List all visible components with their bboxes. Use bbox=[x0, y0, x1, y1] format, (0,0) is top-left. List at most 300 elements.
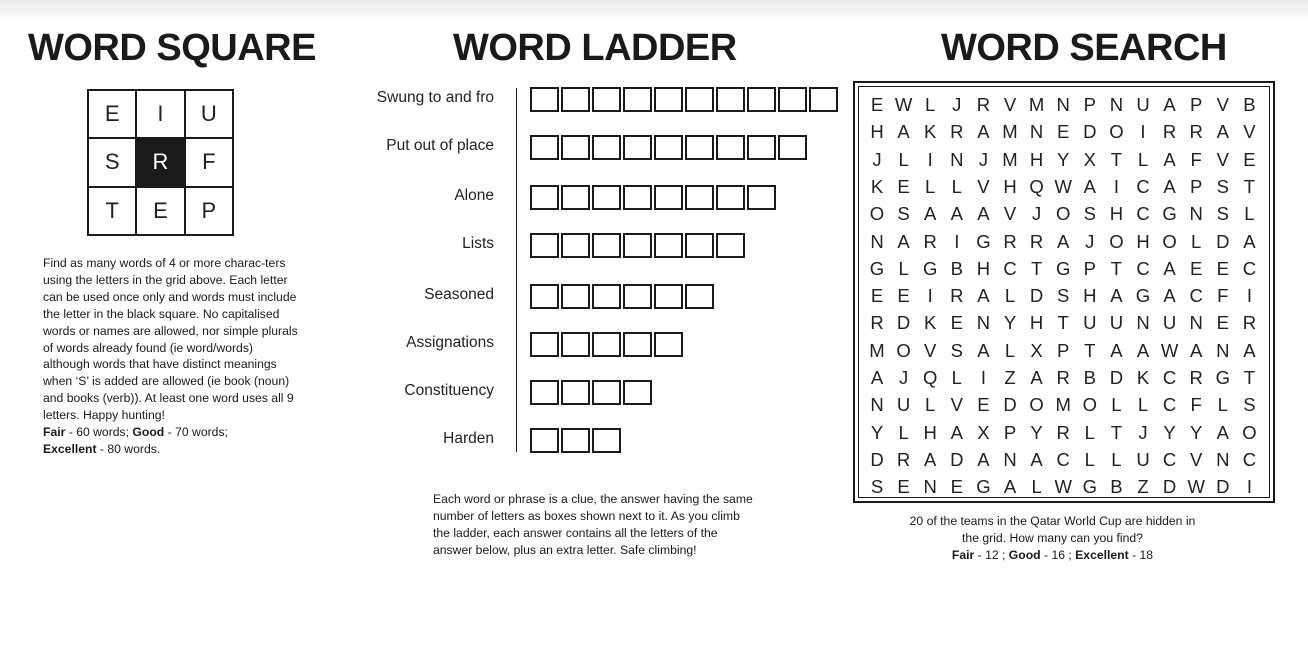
search-letter: V bbox=[1190, 448, 1203, 470]
search-letter: I bbox=[1246, 476, 1252, 498]
search-letter: H bbox=[1083, 285, 1097, 307]
search-letter: R bbox=[923, 230, 937, 252]
search-letter: S bbox=[1216, 203, 1229, 225]
search-letter: S bbox=[1216, 175, 1229, 197]
ladder-clue: Put out of place bbox=[386, 137, 494, 154]
ladder-clue: Swung to and fro bbox=[376, 89, 494, 106]
square-cell: T bbox=[88, 187, 136, 235]
search-letter: V bbox=[1003, 94, 1017, 115]
search-letter: A bbox=[1216, 121, 1229, 143]
search-letter: A bbox=[1163, 257, 1176, 279]
search-letter: N bbox=[1029, 121, 1044, 143]
ladder-letter-box[interactable] bbox=[654, 135, 683, 160]
ladder-letter-box[interactable] bbox=[654, 332, 683, 357]
search-letter: X bbox=[1083, 148, 1096, 170]
search-row bbox=[859, 91, 1269, 118]
ladder-letter-box[interactable] bbox=[716, 87, 745, 112]
square-center-cell: R bbox=[136, 138, 184, 186]
search-letter: H bbox=[1109, 203, 1124, 225]
search-letter: E bbox=[897, 175, 910, 197]
search-row bbox=[859, 173, 1269, 200]
search-letter: K bbox=[924, 121, 937, 143]
search-letter: G bbox=[976, 230, 991, 252]
search-letter: C bbox=[1136, 257, 1150, 279]
search-letter: C bbox=[1242, 257, 1257, 279]
search-letter: G bbox=[1215, 367, 1230, 388]
search-letter: A bbox=[1083, 175, 1096, 197]
ladder-letter-box[interactable] bbox=[623, 233, 652, 258]
search-letter: I bbox=[927, 148, 933, 170]
search-letter: U bbox=[1136, 94, 1150, 115]
search-letter: M bbox=[1002, 148, 1018, 170]
ladder-letter-box[interactable] bbox=[561, 332, 590, 357]
search-letter: P bbox=[1003, 421, 1017, 443]
search-letter: D bbox=[1216, 476, 1230, 498]
ladder-letter-box[interactable] bbox=[778, 135, 807, 160]
search-letter: C bbox=[1003, 257, 1017, 279]
ladder-letter-box[interactable] bbox=[809, 87, 838, 112]
search-letter: L bbox=[898, 257, 909, 279]
search-letter: J bbox=[1138, 421, 1148, 443]
search-letter: R bbox=[1162, 121, 1177, 143]
ladder-letter-box[interactable] bbox=[530, 135, 559, 160]
fair-label: Fair bbox=[43, 425, 66, 440]
search-letter: W bbox=[1160, 339, 1179, 361]
search-letter: B bbox=[1110, 476, 1123, 498]
search-letter: P bbox=[1190, 175, 1203, 197]
search-letter: A bbox=[1163, 285, 1176, 307]
search-row bbox=[859, 473, 1269, 500]
ladder-divider bbox=[516, 88, 517, 452]
search-letter: D bbox=[950, 448, 964, 470]
ladder-letter-box[interactable] bbox=[561, 284, 590, 309]
search-row bbox=[859, 255, 1269, 282]
search-letter: O bbox=[1242, 421, 1257, 443]
search-letter: A bbox=[1163, 94, 1176, 115]
search-letter: U bbox=[1162, 312, 1177, 334]
search-letter: A bbox=[870, 367, 884, 388]
search-letter: R bbox=[896, 448, 911, 470]
search-letter: Z bbox=[1137, 476, 1149, 498]
search-letter: L bbox=[1191, 230, 1202, 252]
ladder-letter-box[interactable] bbox=[592, 380, 621, 405]
search-letter: U bbox=[1083, 312, 1097, 334]
search-letter: V bbox=[977, 175, 990, 197]
ladder-clue: Alone bbox=[454, 187, 494, 204]
search-letter: T bbox=[1110, 257, 1123, 279]
search-letter: O bbox=[1109, 121, 1124, 143]
ladder-letter-box[interactable] bbox=[654, 87, 683, 112]
top-shadow bbox=[0, 0, 1308, 22]
ladder-letter-box[interactable] bbox=[561, 185, 590, 210]
fair-value: - 12 ; bbox=[974, 548, 1009, 562]
search-letter: R bbox=[1003, 230, 1017, 252]
search-letter: N bbox=[1003, 448, 1017, 470]
search-letter: T bbox=[1057, 312, 1069, 334]
ladder-answer-boxes bbox=[530, 185, 776, 210]
search-letter: D bbox=[1109, 367, 1124, 388]
search-letter: D bbox=[1003, 394, 1017, 416]
search-letter: X bbox=[977, 421, 990, 443]
ladder-letter-box[interactable] bbox=[685, 135, 714, 160]
search-letter: F bbox=[1190, 394, 1202, 416]
search-letter: Y bbox=[1030, 421, 1043, 443]
search-letter: G bbox=[1162, 203, 1177, 225]
search-letter: C bbox=[1162, 394, 1177, 416]
search-letter: S bbox=[1057, 285, 1070, 307]
search-letter: H bbox=[1029, 148, 1044, 170]
ladder-answer-boxes bbox=[530, 135, 807, 160]
search-letter: D bbox=[1083, 121, 1097, 143]
search-letter: A bbox=[1003, 476, 1017, 498]
search-letter: U bbox=[1109, 312, 1124, 334]
search-letter: N bbox=[1109, 94, 1124, 115]
search-letter: S bbox=[897, 203, 910, 225]
search-letter: N bbox=[1216, 339, 1230, 361]
word-square-instructions-block bbox=[43, 255, 298, 458]
excellent-label: Excellent bbox=[1075, 548, 1129, 562]
ladder-letter-box[interactable] bbox=[685, 185, 714, 210]
square-cell: U bbox=[185, 90, 233, 138]
search-letter: E bbox=[1057, 121, 1070, 143]
ladder-letter-box[interactable] bbox=[592, 87, 621, 112]
search-letter: O bbox=[1082, 394, 1097, 416]
search-letter: L bbox=[1031, 476, 1042, 498]
ladder-letter-box[interactable] bbox=[592, 135, 621, 160]
search-letter: R bbox=[950, 121, 964, 143]
word-search-title: WORD SEARCH bbox=[941, 27, 1227, 69]
search-letter: C bbox=[1189, 285, 1203, 307]
ladder-letter-box[interactable] bbox=[530, 233, 559, 258]
excellent-value: - 80 words. bbox=[96, 441, 161, 456]
excellent-label: Excellent bbox=[43, 441, 97, 456]
search-letter: A bbox=[977, 448, 990, 470]
search-letter: A bbox=[977, 285, 990, 307]
search-letter: A bbox=[1243, 339, 1256, 361]
search-letter: S bbox=[950, 339, 963, 361]
ladder-letter-box[interactable] bbox=[530, 185, 559, 210]
good-value: - 70 words; bbox=[164, 425, 228, 440]
search-letter: A bbox=[924, 448, 937, 470]
ladder-letter-box[interactable] bbox=[778, 87, 807, 112]
search-letter: G bbox=[1055, 257, 1071, 279]
search-letter: N bbox=[923, 476, 937, 498]
search-letter: A bbox=[1110, 339, 1123, 361]
search-letter: A bbox=[1136, 339, 1150, 361]
search-letter: W bbox=[1054, 175, 1072, 197]
search-letter: Y bbox=[870, 421, 884, 443]
search-letter: V bbox=[950, 394, 963, 416]
ladder-letter-box[interactable] bbox=[685, 87, 714, 112]
search-letter: L bbox=[1004, 339, 1016, 361]
search-letter: T bbox=[1243, 175, 1256, 197]
search-row bbox=[859, 228, 1269, 255]
search-letter: D bbox=[1216, 230, 1230, 252]
square-cell: I bbox=[136, 90, 184, 138]
ladder-letter-box[interactable] bbox=[561, 428, 590, 453]
search-letter: T bbox=[1110, 421, 1123, 443]
word-ladder-instructions: Each word or phrase is a clue, the answer having the same number of letters as boxes shown next to it. As you climb the ladder, each answer contains all the letters of the answer below, plus an extra letter. Safe climbing! bbox=[433, 492, 753, 557]
ladder-letter-box[interactable] bbox=[530, 87, 559, 112]
search-row bbox=[859, 146, 1269, 173]
search-letter: A bbox=[1163, 148, 1176, 170]
ladder-answer-boxes bbox=[530, 87, 838, 112]
search-letter: J bbox=[1085, 230, 1095, 252]
ladder-answer-boxes bbox=[530, 332, 683, 357]
search-letter: R bbox=[950, 285, 964, 307]
ladder-letter-box[interactable] bbox=[561, 135, 590, 160]
ladder-letter-box[interactable] bbox=[747, 135, 776, 160]
word-square-score bbox=[43, 424, 298, 458]
search-letter: E bbox=[950, 312, 963, 334]
search-row bbox=[859, 419, 1269, 446]
search-letter: Y bbox=[1057, 148, 1070, 170]
ladder-clue: Assignations bbox=[406, 334, 494, 351]
search-letter: V bbox=[1216, 94, 1229, 115]
ladder-letter-box[interactable] bbox=[654, 233, 683, 258]
square-cell: S bbox=[88, 138, 136, 186]
search-letter: A bbox=[897, 230, 910, 252]
ladder-letter-box[interactable] bbox=[685, 284, 714, 309]
search-letter: T bbox=[1110, 148, 1123, 170]
search-letter: Y bbox=[1163, 421, 1176, 443]
search-letter: L bbox=[951, 367, 962, 388]
search-letter: A bbox=[1243, 230, 1256, 252]
word-search-grid bbox=[858, 86, 1270, 498]
search-letter: R bbox=[1029, 230, 1044, 252]
search-letter: A bbox=[950, 203, 963, 225]
ladder-letter-box[interactable] bbox=[716, 185, 745, 210]
ladder-letter-box[interactable] bbox=[530, 380, 559, 405]
fair-label: Fair bbox=[951, 548, 975, 562]
fair-value: - 60 words; bbox=[65, 425, 133, 440]
ladder-answer-boxes bbox=[530, 428, 621, 453]
search-letter: F bbox=[1190, 148, 1202, 170]
ladder-answer-boxes bbox=[530, 380, 652, 405]
ladder-letter-box[interactable] bbox=[623, 380, 652, 405]
search-letter: P bbox=[1057, 339, 1070, 361]
ladder-clue: Lists bbox=[462, 235, 494, 252]
ladder-letter-box[interactable] bbox=[592, 185, 621, 210]
search-letter: L bbox=[1111, 448, 1122, 470]
search-letter: C bbox=[1162, 448, 1177, 470]
search-letter: L bbox=[1244, 203, 1255, 225]
ladder-letter-box[interactable] bbox=[623, 87, 652, 112]
search-letter: R bbox=[870, 312, 884, 334]
search-letter: A bbox=[1030, 448, 1043, 470]
search-letter: W bbox=[1054, 476, 1072, 498]
search-letter: H bbox=[1003, 175, 1017, 197]
search-letter: L bbox=[1217, 394, 1228, 416]
ladder-letter-box[interactable] bbox=[654, 185, 683, 210]
search-row bbox=[859, 337, 1269, 364]
word-ladder-title: WORD LADDER bbox=[453, 27, 737, 69]
search-letter: J bbox=[872, 148, 882, 170]
ladder-letter-box[interactable] bbox=[592, 428, 621, 453]
search-letter: L bbox=[951, 175, 962, 197]
search-letter: N bbox=[1216, 448, 1230, 470]
search-letter: L bbox=[1137, 148, 1149, 170]
search-letter: A bbox=[1030, 367, 1043, 388]
search-letter: C bbox=[1136, 203, 1150, 225]
search-letter: O bbox=[1109, 230, 1124, 252]
search-letter: K bbox=[870, 175, 884, 197]
search-letter: Q bbox=[922, 367, 938, 388]
search-letter: L bbox=[898, 421, 909, 443]
ladder-letter-box[interactable] bbox=[716, 135, 745, 160]
ladder-letter-box[interactable] bbox=[592, 233, 621, 258]
ladder-letter-box[interactable] bbox=[592, 284, 621, 309]
search-letter: L bbox=[925, 94, 936, 115]
search-letter: L bbox=[1084, 421, 1095, 443]
search-letter: E bbox=[1243, 148, 1256, 170]
ladder-letter-box[interactable] bbox=[747, 87, 776, 112]
search-letter: W bbox=[894, 94, 913, 115]
ladder-letter-box[interactable] bbox=[623, 284, 652, 309]
search-letter: D bbox=[896, 312, 911, 334]
ladder-letter-box[interactable] bbox=[623, 135, 652, 160]
excellent-value: - 18 bbox=[1128, 548, 1154, 562]
search-letter: I bbox=[980, 367, 986, 388]
search-letter: A bbox=[950, 421, 963, 443]
search-letter: S bbox=[1083, 203, 1096, 225]
search-letter: B bbox=[950, 257, 963, 279]
search-letter: N bbox=[870, 394, 884, 416]
search-letter: I bbox=[927, 285, 933, 307]
search-row bbox=[859, 309, 1269, 336]
search-letter: A bbox=[977, 203, 990, 225]
word-square-grid bbox=[87, 89, 234, 236]
search-letter: R bbox=[1189, 121, 1203, 143]
search-letter: K bbox=[1136, 367, 1150, 388]
search-letter: P bbox=[1083, 94, 1096, 115]
ladder-clue: Harden bbox=[443, 430, 494, 447]
search-letter: L bbox=[1137, 394, 1149, 416]
search-letter: P bbox=[1190, 94, 1203, 115]
search-row bbox=[859, 118, 1269, 145]
search-letter: M bbox=[1055, 394, 1071, 416]
search-letter: J bbox=[1031, 203, 1042, 225]
search-letter: I bbox=[954, 230, 960, 252]
search-letter: A bbox=[977, 339, 990, 361]
square-cell: E bbox=[136, 187, 184, 235]
square-cell: F bbox=[185, 138, 233, 186]
search-letter: R bbox=[1242, 312, 1257, 334]
ladder-letter-box[interactable] bbox=[530, 428, 559, 453]
search-letter: N bbox=[1056, 94, 1070, 115]
search-letter: C bbox=[1162, 367, 1177, 388]
search-letter: M bbox=[869, 339, 885, 361]
ladder-letter-box[interactable] bbox=[716, 233, 745, 258]
search-letter: L bbox=[1084, 448, 1095, 470]
ladder-clue: Seasoned bbox=[424, 286, 494, 303]
square-cell: P bbox=[185, 187, 233, 235]
search-letter: Y bbox=[1190, 421, 1203, 443]
ladder-letter-box[interactable] bbox=[561, 87, 590, 112]
search-letter: L bbox=[898, 148, 909, 170]
ladder-letter-box[interactable] bbox=[623, 332, 652, 357]
search-letter: H bbox=[1029, 312, 1044, 334]
ladder-letter-box[interactable] bbox=[747, 185, 776, 210]
word-search-instructions: 20 of the teams in the Qatar World Cup are hidden in the grid. How many can you find? bbox=[909, 514, 1196, 545]
search-letter: T bbox=[1030, 257, 1043, 279]
ladder-answer-boxes bbox=[530, 233, 745, 258]
search-letter: W bbox=[1187, 476, 1205, 498]
search-letter: M bbox=[1028, 94, 1045, 115]
search-letter: F bbox=[1217, 285, 1229, 307]
search-letter: B bbox=[1083, 367, 1096, 388]
search-letter: M bbox=[1002, 121, 1018, 143]
ladder-letter-box[interactable] bbox=[623, 185, 652, 210]
ladder-letter-box[interactable] bbox=[685, 233, 714, 258]
search-letter: L bbox=[925, 394, 936, 416]
search-letter: A bbox=[1163, 175, 1176, 197]
search-letter: I bbox=[1113, 175, 1119, 197]
search-letter: A bbox=[977, 121, 990, 143]
search-letter: X bbox=[1030, 339, 1043, 361]
search-letter: V bbox=[924, 339, 937, 361]
good-value: - 16 ; bbox=[1040, 548, 1076, 562]
search-letter: O bbox=[1162, 230, 1177, 252]
search-letter: O bbox=[896, 339, 911, 361]
search-letter: L bbox=[925, 175, 936, 197]
search-letter: V bbox=[1216, 148, 1229, 170]
search-letter: P bbox=[1083, 257, 1096, 279]
search-letter: E bbox=[1190, 257, 1203, 279]
search-letter: J bbox=[952, 94, 962, 115]
search-letter: K bbox=[924, 312, 937, 334]
search-letter: N bbox=[950, 148, 964, 170]
search-letter: R bbox=[1189, 367, 1203, 388]
search-letter: T bbox=[1243, 367, 1256, 388]
search-letter: H bbox=[1136, 230, 1150, 252]
search-letter: G bbox=[1135, 285, 1151, 307]
search-letter: L bbox=[1111, 394, 1122, 416]
ladder-letter-box[interactable] bbox=[592, 332, 621, 357]
search-letter: E bbox=[977, 394, 990, 416]
ladder-letter-box[interactable] bbox=[561, 233, 590, 258]
search-letter: B bbox=[1243, 94, 1256, 115]
search-letter: E bbox=[870, 285, 884, 307]
search-letter: E bbox=[1216, 312, 1229, 334]
search-letter: E bbox=[1216, 257, 1229, 279]
search-letter: V bbox=[1003, 203, 1017, 225]
ladder-letter-box[interactable] bbox=[654, 284, 683, 309]
search-letter: U bbox=[896, 394, 911, 416]
search-letter: Q bbox=[1029, 175, 1044, 197]
search-letter: T bbox=[1084, 339, 1096, 361]
square-cell: E bbox=[88, 90, 136, 138]
search-letter: D bbox=[1029, 285, 1044, 307]
search-letter: N bbox=[976, 312, 991, 334]
word-square-title: WORD SQUARE bbox=[28, 27, 316, 69]
search-letter: E bbox=[897, 476, 910, 498]
search-letter: G bbox=[1082, 476, 1097, 498]
ladder-letter-box[interactable] bbox=[530, 332, 559, 357]
search-letter: J bbox=[898, 367, 909, 388]
search-letter: C bbox=[1136, 175, 1150, 197]
search-letter: U bbox=[1136, 448, 1150, 470]
word-search-instructions-block bbox=[900, 513, 1205, 564]
ladder-letter-box[interactable] bbox=[561, 380, 590, 405]
search-letter: S bbox=[870, 476, 884, 498]
search-letter: R bbox=[1056, 367, 1070, 388]
search-row bbox=[859, 391, 1269, 418]
word-square-instructions: Find as many words of 4 or more charac-ters using the letters in the grid above. Each letter can be used once only and words must include the letter in the black square. No capitalised words or names are allowed, nor simple plurals of words already found (ie word/words) although words that have distinct meanings when ‘S’ is added are allowed (ie book (noun) and books (verb)). At least one word uses all 9 letters. Happy hunting! bbox=[43, 256, 298, 423]
search-row bbox=[859, 446, 1269, 473]
search-row bbox=[859, 200, 1269, 227]
ladder-letter-box[interactable] bbox=[530, 284, 559, 309]
